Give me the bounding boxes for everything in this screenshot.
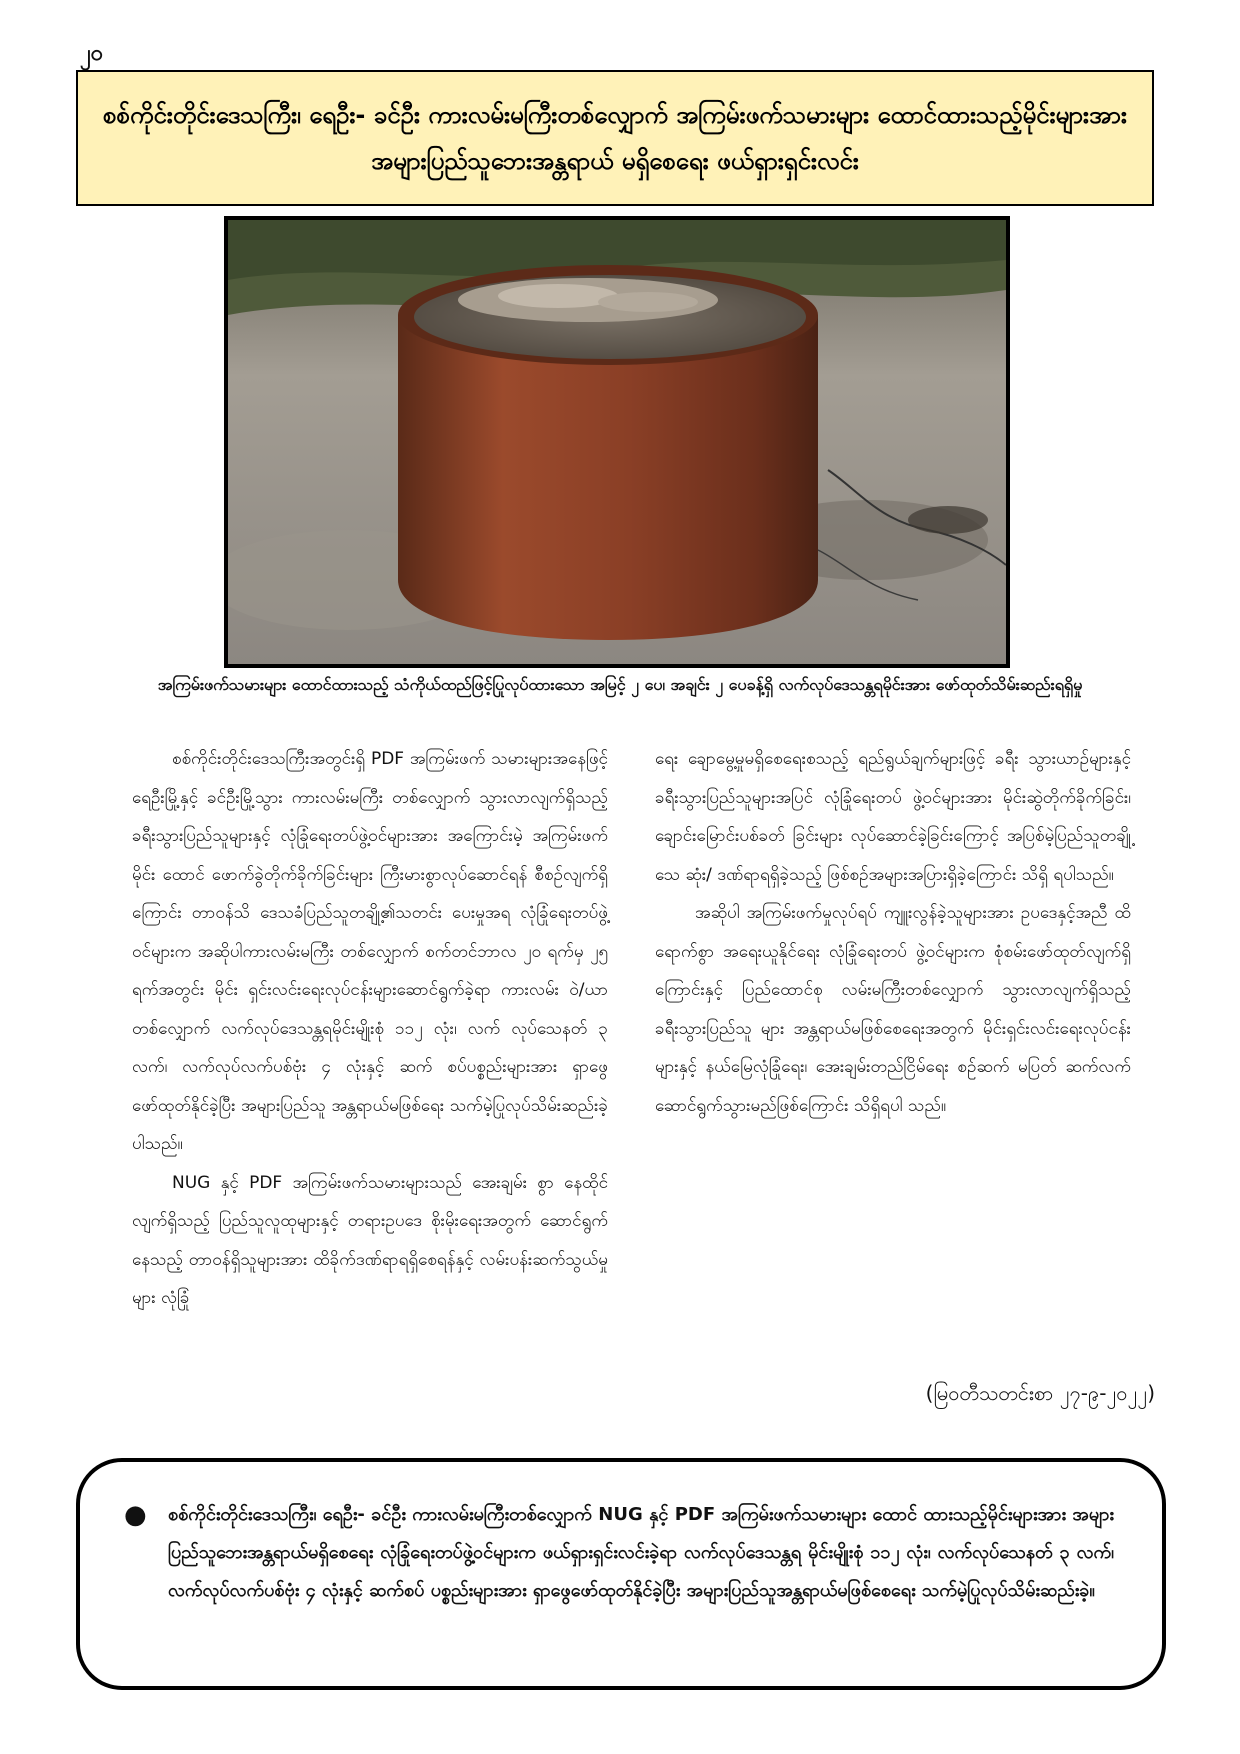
bullet-icon: ●: [124, 1500, 147, 1530]
summary-item: [124, 1496, 1114, 1610]
article-column-left: [132, 740, 608, 1318]
summary-box: [76, 1458, 1166, 1690]
summary-text: စစ်ကိုင်းတိုင်းဒေသကြီး၊ ရေဦး- ခင်ဦး ကားလမ်းမကြီးတစ်လျှောက် NUG နှင့် PDF အကြမ်းဖက်သမားများ ထောင် ထားသည့်မိုင်းများအား အများပြည်သူဘေးအန္တရာယ်မရှိစေရေး လုံခြုံရေးတပ်ဖွဲ့ဝင်များက ဖယ်ရှားရှင်းလင်းခဲ့ရာ လက်လုပ်ဒေသန္တရ မိုင်းမျိုးစုံ ၁၁၂ လုံး၊ လက်လုပ်သေနတ် ၃ လက်၊ လက်လုပ်လက်ပစ်ဗုံး ၄ လုံးနှင့် ဆက်စပ် ပစ္စည်းများအား ရှာဖွေဖော်ထုတ်နိုင်ခဲ့ပြီး အများပြည်သူအန္တရာယ်မဖြစ်စေရေး သက်မဲ့ပြုလုပ်သိမ်းဆည်းခဲ့။: [168, 1504, 1114, 1601]
page-number: ၂၀: [80, 41, 104, 66]
news-photo: [224, 216, 1010, 668]
article-paragraph: အဆိုပါ အကြမ်းဖက်မှုလုပ်ရပ် ကျူးလွန်ခဲ့သူများအား ဥပဒေနှင့်အညီ ထိရောက်စွာ အရေးယူနိုင်ရေး လုံခြုံရေးတပ် ဖွဲ့ဝင်များက စုံစမ်းဖော်ထုတ်လျက်ရှိကြောင်းနှင့် ပြည်ထောင်စု လမ်းမကြီးတစ်လျှောက် သွားလာလျက်ရှိသည့် ခရီးသွားပြည်သူ များ အန္တရာယ်မဖြစ်စေရေးအတွက် မိုင်းရှင်းလင်းရေးလုပ်ငန်း များနှင့် နယ်မြေလုံခြုံရေး၊ အေးချမ်းတည်ငြိမ်ရေး စဉ်ဆက် မပြတ် ဆက်လက်ဆောင်ရွက်သွားမည်ဖြစ်ကြောင်း သိရှိရပါ သည်။: [655, 903, 1131, 1116]
headline: စစ်ကိုင်းတိုင်းဒေသကြီး၊ ရေဦး- ခင်ဦး ကားလမ်းမကြီးတစ်လျှောက် အကြမ်းဖက်သမားများ ထောင်ထားသည့်မိုင်းများအား အများပြည်သူဘေးအန္တရာယ် မရှိစေရေး ဖယ်ရှားရှင်းလင်း: [102, 101, 1128, 175]
photo-caption: အကြမ်းဖက်သမားများ ထောင်ထားသည့် သံကိုယ်ထည်ဖြင့်ပြုလုပ်ထားသော အမြင့် ၂ ပေ၊ အချင်း ၂ ပေခန့်ရှိ လက်လုပ်ဒေသန္တရမိုင်းအား ဖော်ထုတ်သိမ်းဆည်းရရှိမှု: [157, 675, 1083, 694]
landmine-photo-illustration: [228, 220, 1006, 664]
article-paragraph: ရေး ချောမွေ့မှုမရှိစေရေးစသည့် ရည်ရွယ်ချက်များဖြင့် ခရီး သွားယာဉ်များနှင့် ခရီးသွားပြည်သူများအပြင် လုံခြုံရေးတပ် ဖွဲ့ဝင်များအား မိုင်းဆွဲတိုက်ခိုက်ခြင်း၊ ချောင်းမြောင်းပစ်ခတ် ခြင်းများ လုပ်ဆောင်ခဲ့ခြင်းကြောင့် အပြစ်မဲ့ပြည်သူတချို့ သေ ဆုံး/ ဒဏ်ရာရရှိခဲ့သည့် ဖြစ်စဉ်အများအပြားရှိခဲ့ကြောင်း သိရှိ ရပါသည်။: [655, 749, 1131, 885]
article-paragraph: စစ်ကိုင်းတိုင်းဒေသကြီးအတွင်းရှိ PDF အကြမ်းဖက် သမားများအနေဖြင့် ရေဦးမြို့နှင့် ခင်ဦးမြို့သွား ကားလမ်းမကြီး တစ်လျှောက် သွားလာလျက်ရှိသည့် ခရီးသွားပြည်သူများနှင့် လုံခြုံရေးတပ်ဖွဲ့ဝင်များအား အကြောင်းမဲ့ အကြမ်းဖက်မိုင်း ထောင် ဖောက်ခွဲတိုက်ခိုက်ခြင်းများ ကြီးမားစွာလုပ်ဆောင်ရန် စီစဉ်လျက်ရှိကြောင်း တာဝန်သိ ဒေသခံပြည်သူတချို့၏သတင်း ပေးမှုအရ လုံခြုံရေးတပ်ဖွဲ့ဝင်များက အဆိုပါကားလမ်းမကြီး တစ်လျှောက် စက်တင်ဘာလ ၂၀ ရက်မှ ၂၅ ရက်အတွင်း မိုင်း ရှင်းလင်းရေးလုပ်ငန်းများဆောင်ရွက်ခဲ့ရာ ကားလမ်း ဝဲ/ယာ တစ်လျှောက် လက်လုပ်ဒေသန္တရမိုင်းမျိုးစုံ ၁၁၂ လုံး၊ လက် လုပ်သေနတ် ၃ လက်၊ လက်လုပ်လက်ပစ်ဗုံး ၄ လုံးနှင့် ဆက် စပ်ပစ္စည်းများအား ရှာဖွေဖော်ထုတ်နိုင်ခဲ့ပြီး အများပြည်သူ အန္တရာယ်မဖြစ်ရေး သက်မဲ့ပြုလုပ်သိမ်းဆည်းခဲ့ပါသည်။: [132, 749, 608, 1154]
article-column-right: [655, 740, 1131, 1125]
summary-list: [124, 1496, 1114, 1610]
news-source: (မြဝတီသတင်းစာ ၂၇-၉-၂၀၂၂): [925, 1381, 1155, 1405]
article-paragraph: NUG နှင့် PDF အကြမ်းဖက်သမားများသည် အေးချမ်း စွာ နေထိုင်လျက်ရှိသည့် ပြည်သူလူထုများနှင့် တရားဥပဒေ စိုးမိုးရေးအတွက် ဆောင်ရွက်နေသည့် တာဝန်ရှိသူများအား ထိခိုက်ဒဏ်ရာရရှိစေရန်နှင့် လမ်းပန်းဆက်သွယ်မှုများ လုံခြုံ: [132, 1172, 608, 1308]
headline-banner: [76, 70, 1154, 206]
